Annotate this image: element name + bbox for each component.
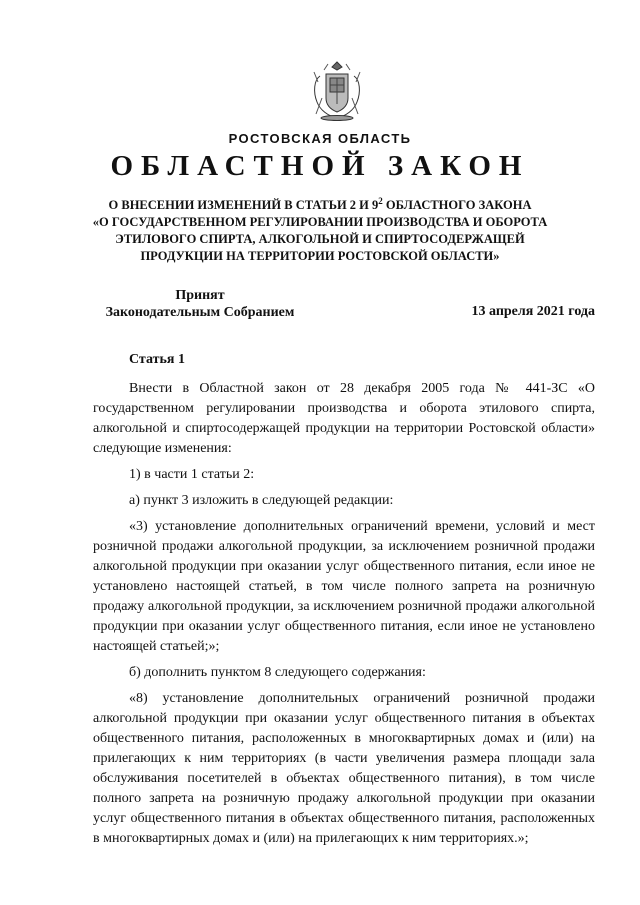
coat-of-arms-icon [308,58,366,122]
region-name: РОСТОВСКАЯ ОБЛАСТЬ [228,131,412,146]
clause-8-text: «8) установление дополнительных ограничений розничной продажи алкогольной продукции при оказании услуг общественного питания в объектах общественного питания, расположенных в многоквартирных домах и (или) на прилегающих к ним территориях (в части увеличения размера площади зала обслуживания посетителей в объектах общественного питания), в том числе полного запрета на розничную продажу алкогольной продукции при оказании услуг общественного питания в объектах общественного питания, расположенных в многоквартирных домах и (или) на прилегающих к ним территориях.»; [93,691,595,846]
document-type-title: ОБЛАСТНОЙ ЗАКОН [110,150,530,182]
adoption-label: Принят Законодательным Собранием [105,288,295,320]
law-subtitle [60,197,580,265]
article-intro-paragraph: Внести в Областной закон от 28 декабря 2005 года № 441-ЗС «О государственном регулировании производства и оборота этилового спирта, алкогольной и спиртосодержащей продукции на территории Ростовской области» следующие изменения: [93,381,595,456]
list-item-a: а) пункт 3 изложить в следующей редакции: [129,493,394,508]
subtitle-line-3: ЭТИЛОВОГО СПИРТА, АЛКОГОЛЬНОЙ И СПИРТОСОДЕРЖАЩЕЙ [115,232,525,246]
adoption-date: 13 апреля 2021 года [471,304,595,319]
subtitle-line-4: ПРОДУКЦИИ НА ТЕРРИТОРИИ РОСТОВСКОЙ ОБЛАСТИ» [140,249,500,263]
clause-3-text: «3) установление дополнительных ограничений времени, условий и мест розничной продажи алкогольной продукции, за исключением розничной продажи алкогольной продукции при оказании услуг общественного питания, если иное не установлено настоящей статьей, в том числе полного запрета на розничную продажу алкогольной продукции, за исключением розничной продажи алкогольной продукции при оказании услуг общественного питания, если иное не установлено настоящей статьей;»; [93,519,595,654]
list-item-b: б) дополнить пунктом 8 следующего содержания: [129,665,426,680]
article-heading: Статья 1 [129,352,185,367]
subtitle-line-1: О ВНЕСЕНИИ ИЗМЕНЕНИЙ В СТАТЬИ 2 И $9^2$ ОБЛАСТНОГО ЗАКОНА [108,195,532,212]
list-item-1: 1) в части 1 статьи 2: [129,467,255,482]
subtitle-line-2: «О ГОСУДАРСТВЕННОМ РЕГУЛИРОВАНИИ ПРОИЗВОДСТВА И ОБОРОТА [92,215,548,229]
document-body [93,350,595,855]
